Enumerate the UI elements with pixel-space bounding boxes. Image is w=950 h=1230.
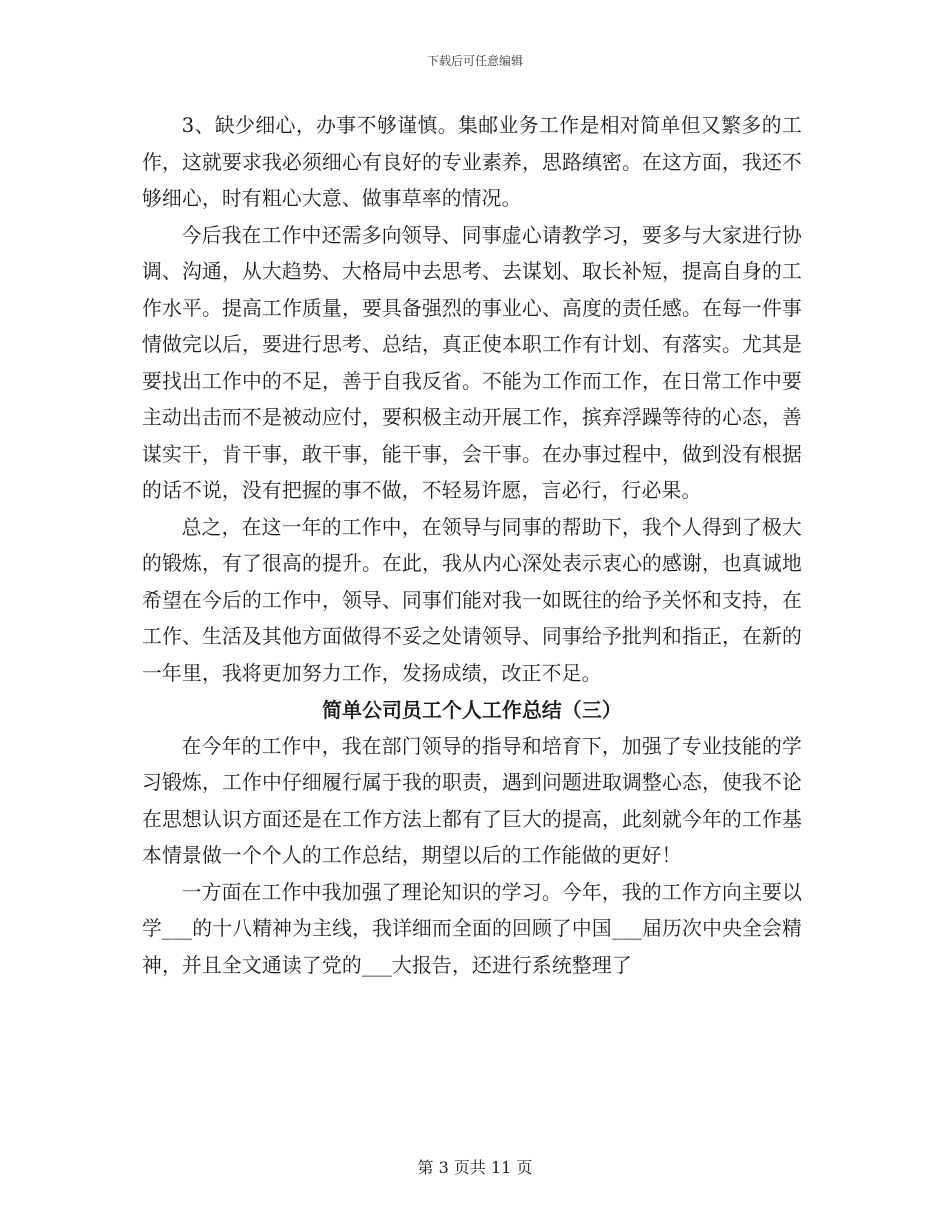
page-number: 第 3 页共 11 页 bbox=[417, 1158, 533, 1177]
paragraph-section-intro: 在今年的工作中，我在部门领导的指导和培育下，加强了专业技能的学习锻炼，工作中仔细履行属于我的职责，遇到问题进取调整心态，使我不论在思想认识方面还是在工作方法上都有了巨大的提高，此刻就今年的工作基本情景做一个个人的工作总结，期望以后的工作能做的更好！ bbox=[142, 734, 802, 867]
paragraph-theory-study: 一方面在工作中我加强了理论知识的学习。今年，我的工作方向主要以学___的十八精神为主线，我详细而全面的回顾了中国___届历次中央全会精神，并且全文通读了党的___大报告，还进行系统整理了 bbox=[142, 880, 802, 977]
page-header-note: 下载后可任意编辑 bbox=[426, 54, 523, 68]
paragraph-carefulness: 3、缺少细心，办事不够谨慎。集邮业务工作是相对简单但又繁多的工作，这就要求我必须细心有良好的专业素养，思路缜密。在这方面，我还不够细心，时有粗心大意、做事草率的情况。 bbox=[142, 114, 802, 210]
paragraph-future-plans: 今后我在工作中还需多向领导、同事虚心请教学习，要多与大家进行协调、沟通，从大趋势、大格局中去思考、去谋划、取长补短，提高自身的工作水平。提高工作质量，要具备强烈的事业心、高度的责任感。在每一件事情做完以后，要进行思考、总结，真正使本职工作有计划、有落实。尤其是要找出工作中的不足，善于自我反省。不能为工作而工作，在日常工作中要主动出击而不是被动应付，要积极主动开展工作，摈弃浮躁等待的心态，善谋实干，肯干事，敢干事，能干事，会干事。在办事过程中，做到没有根据的话不说，没有把握的事不做，不轻易许愿，言必行，行必果。 bbox=[142, 223, 802, 502]
document-body bbox=[142, 108, 802, 984]
paragraph-conclusion: 总之，在这一年的工作中，在领导与同事的帮助下，我个人得到了极大的锻炼，有了很高的提升。在此，我从内心深处表示衷心的感谢，也真诚地希望在今后的工作中，领导、同事们能对我一如既往的给予关怀和支持，在工作、生活及其他方面做得不妥之处请领导、同事给予批判和指正，在新的一年里，我将更加努力工作，发扬成绩，改正不足。 bbox=[142, 515, 802, 685]
section-title: 简单公司员工个人工作总结（三） bbox=[322, 698, 622, 722]
